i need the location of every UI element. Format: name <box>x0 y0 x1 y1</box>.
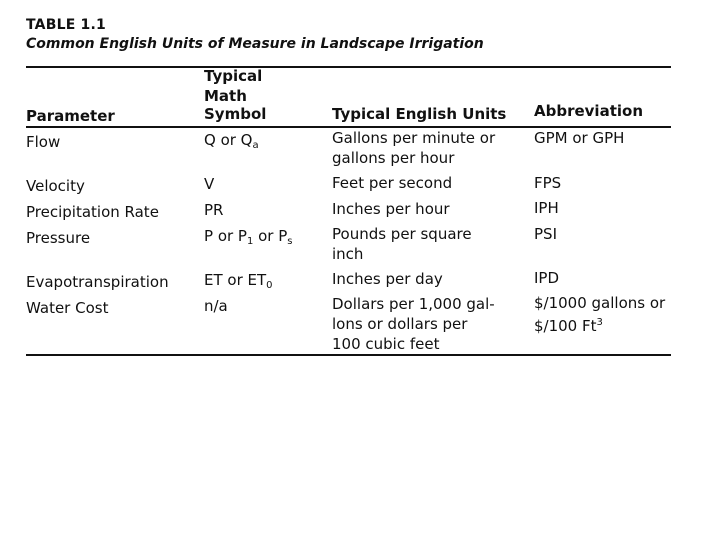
abbreviation-cell: PSI <box>534 225 557 243</box>
units-cell-line1: Inches per hour <box>332 200 450 218</box>
abbreviation-cell: GPM or GPH <box>534 129 625 147</box>
symbol-main: Q or Q <box>204 131 253 149</box>
header-symbol-line3: Symbol <box>204 105 267 123</box>
symbol-main: ET or ET <box>204 271 267 289</box>
parameter-cell: Precipitation Rate <box>26 203 159 221</box>
symbol-main: P or P <box>204 227 247 245</box>
header-symbol-line1: Typical <box>204 67 263 85</box>
header-symbol-line2: Math <box>204 87 247 105</box>
abbreviation-cell: IPD <box>534 269 560 287</box>
top-rule <box>26 66 671 68</box>
symbol-cell: V <box>204 175 215 193</box>
units-cell-line1: Dollars per 1,000 gal- <box>332 295 495 313</box>
units-cell-line2: inch <box>332 245 364 263</box>
symbol-cell <box>204 270 273 296</box>
parameter-cell: Water Cost <box>26 299 109 317</box>
parameter-cell: Velocity <box>26 177 85 195</box>
units-cell-line1: Inches per day <box>332 270 443 288</box>
symbol-cell <box>204 226 293 252</box>
symbol-main-2: or P <box>253 227 288 245</box>
abbreviation-main: $/100 Ft <box>534 317 597 335</box>
abbreviation-superscript: 3 <box>596 317 603 328</box>
parameter-cell: Evapotranspiration <box>26 273 169 291</box>
table-caption: Common English Units of Measure in Landscape Irrigation <box>26 36 484 52</box>
parameter-cell: Pressure <box>26 229 91 247</box>
symbol-subscript: 1 <box>246 236 254 247</box>
units-cell-line2: lons or dollars per <box>332 315 468 333</box>
abbreviation-cell: IPH <box>534 199 559 217</box>
units-cell-line1: Gallons per minute or <box>332 129 496 147</box>
abbreviation-cell: FPS <box>534 174 562 192</box>
header-abbreviation: Abbreviation <box>534 102 643 120</box>
symbol-cell <box>204 130 259 156</box>
symbol-subscript-2: s <box>287 236 293 247</box>
symbol-cell: n/a <box>204 297 228 315</box>
units-cell-line1: Feet per second <box>332 174 453 192</box>
symbol-subscript: a <box>252 140 259 151</box>
parameter-cell: Flow <box>26 133 61 151</box>
header-parameter: Parameter <box>26 107 115 125</box>
symbol-subscript: 0 <box>266 280 273 291</box>
units-cell-line1: Pounds per square <box>332 225 472 243</box>
table-label: TABLE 1.1 <box>26 17 106 33</box>
bottom-rule <box>26 354 671 356</box>
header-units: Typical English Units <box>332 105 507 123</box>
units-cell-line3: 100 cubic feet <box>332 335 440 353</box>
symbol-cell: PR <box>204 201 224 219</box>
abbreviation-cell-line1: $/1000 gallons or <box>534 294 666 312</box>
abbreviation-cell-line2 <box>534 313 603 336</box>
units-cell-line2: gallons per hour <box>332 149 455 167</box>
